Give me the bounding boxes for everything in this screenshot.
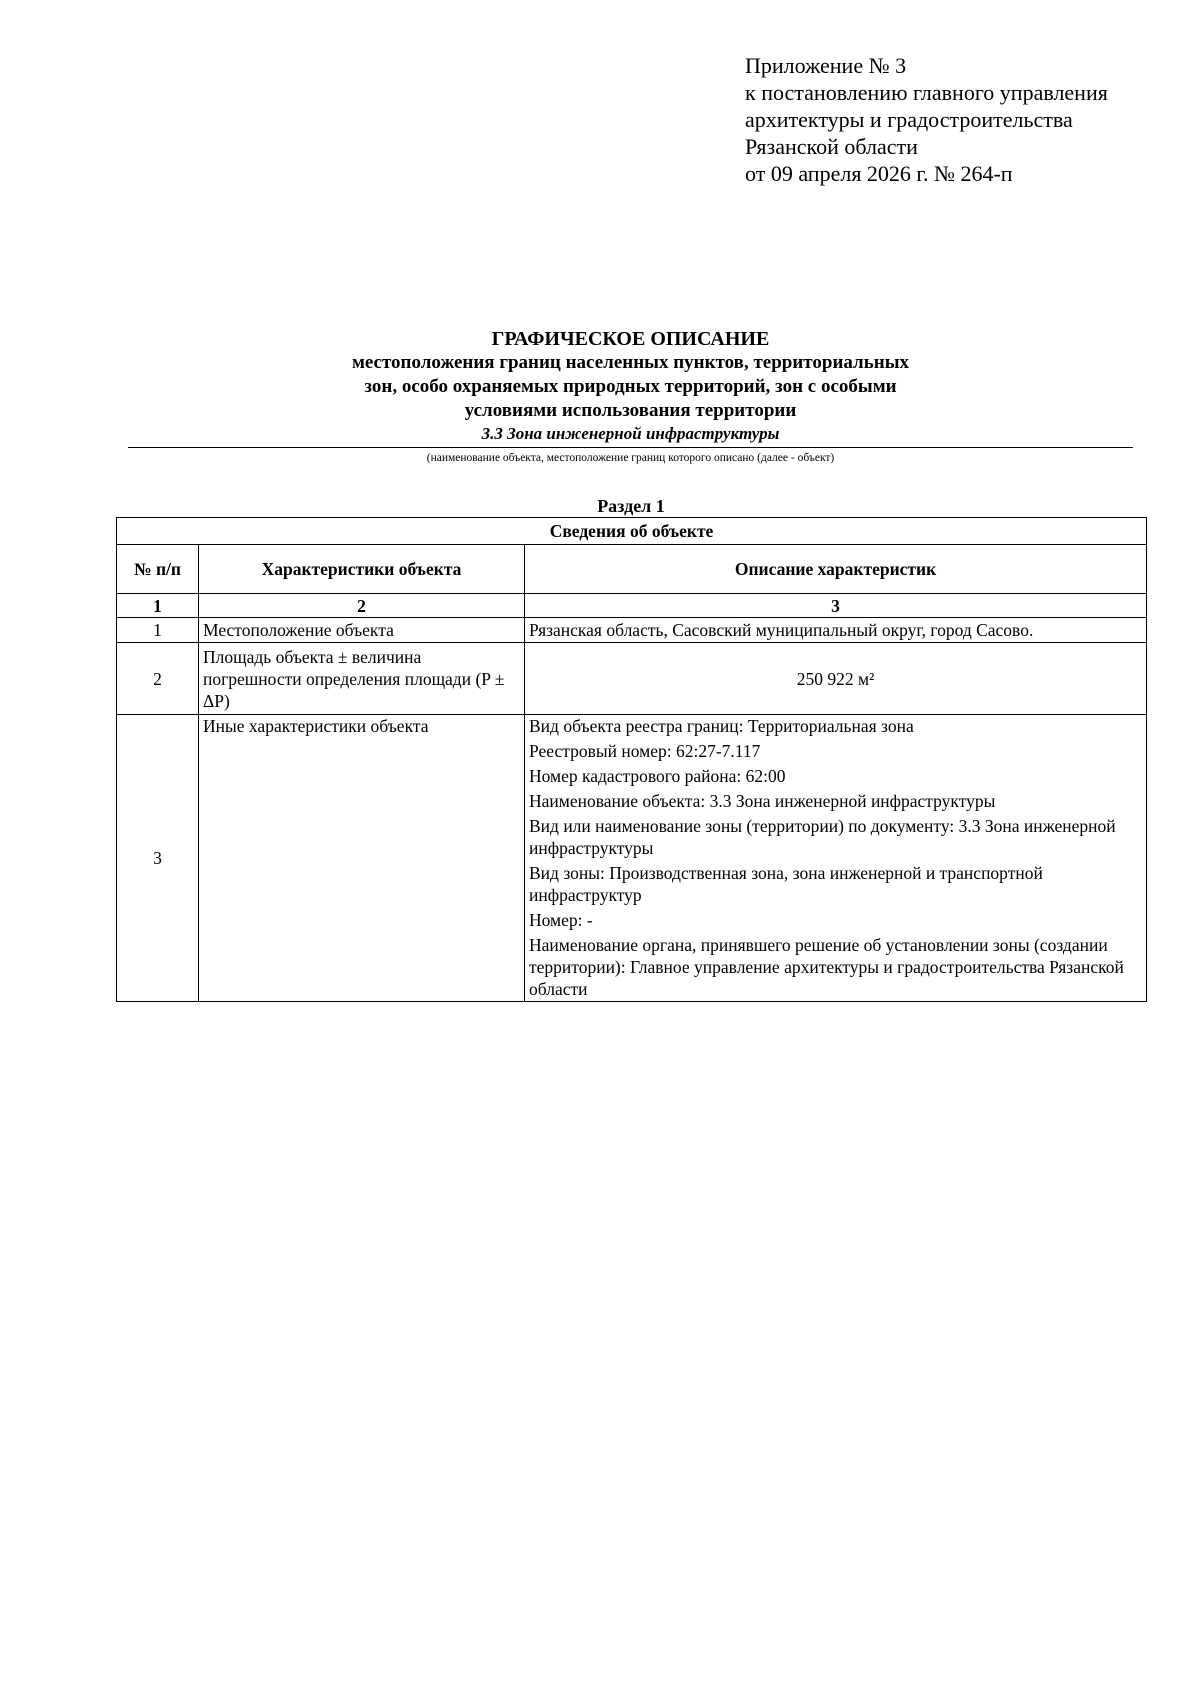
- appendix-line: Рязанской области: [745, 134, 918, 159]
- row-num: 2: [117, 643, 199, 715]
- appendix-line: архитектуры и градостроительства: [745, 107, 1073, 132]
- document-subtitle-line: местоположения границ населенных пунктов, территориальных: [351, 352, 910, 373]
- row-characteristic: Площадь объекта ± величина погрешности определения площади (P ± ΔP): [199, 643, 525, 715]
- header-characteristic: Характеристики объекта: [199, 545, 525, 594]
- appendix-line: от 09 апреля 2026 г. № 264-п: [745, 161, 1013, 186]
- object-name: 3.3 Зона инженерной инфраструктуры: [481, 424, 780, 443]
- document-title: ГРАФИЧЕСКОЕ ОПИСАНИЕ: [491, 328, 770, 350]
- description-line: Номер кадастрового района: 62:00: [529, 766, 786, 786]
- row-description: Рязанская область, Сасовский муниципальный округ, город Сасово.: [525, 618, 1147, 643]
- row-description-list: [525, 715, 1147, 1002]
- table-header-row: [117, 545, 1147, 594]
- appendix-block: [745, 52, 1108, 187]
- row-description: 250 922 м²: [525, 643, 1147, 715]
- table-row: [117, 643, 1147, 715]
- column-number: 2: [199, 594, 525, 618]
- row-characteristic: Местоположение объекта: [199, 618, 525, 643]
- description-line: Вид зоны: Производственная зона, зона инженерной и транспортной инфраструктур: [529, 863, 1043, 905]
- row-characteristic: Иные характеристики объекта: [199, 715, 525, 1002]
- header-num: № п/п: [117, 545, 199, 594]
- appendix-line: к постановлению главного управления: [745, 80, 1108, 105]
- description-line: Вид объекта реестра границ: Территориальная зона: [529, 716, 914, 736]
- document-title-block: [128, 327, 1133, 465]
- description-line: Вид или наименование зоны (территории) по документу: 3.3 Зона инженерной инфраструктуры: [529, 816, 1116, 858]
- column-number: 1: [117, 594, 199, 618]
- row-num: 3: [117, 715, 199, 1002]
- column-number-row: [117, 594, 1147, 618]
- description-line: Наименование органа, принявшего решение об установлении зоны (создании территории): Главное управление архитектуры и градостроительства Рязанской области: [529, 935, 1124, 999]
- table-caption: Сведения об объекте: [117, 518, 1147, 545]
- object-info-table: [116, 517, 1147, 1002]
- object-caption: (наименование объекта, местоположение границ которого описано (далее - объект): [426, 452, 835, 464]
- section-title: Раздел 1: [597, 496, 665, 516]
- document-subtitle-line: условиями использования территории: [464, 400, 797, 421]
- table-row: [117, 618, 1147, 643]
- table-caption-row: [117, 518, 1147, 545]
- header-description: Описание характеристик: [525, 545, 1147, 594]
- column-number: 3: [525, 594, 1147, 618]
- description-line: Номер: -: [529, 910, 593, 930]
- table-row: [117, 715, 1147, 1002]
- appendix-line: Приложение № 3: [745, 53, 907, 78]
- object-name-underline: [128, 447, 1133, 448]
- document-subtitle-line: зон, особо охраняемых природных территорий, зон с особыми: [364, 376, 897, 397]
- description-line: Реестровый номер: 62:27-7.117: [529, 741, 761, 761]
- row-num: 1: [117, 618, 199, 643]
- description-line: Наименование объекта: 3.3 Зона инженерной инфраструктуры: [529, 791, 996, 811]
